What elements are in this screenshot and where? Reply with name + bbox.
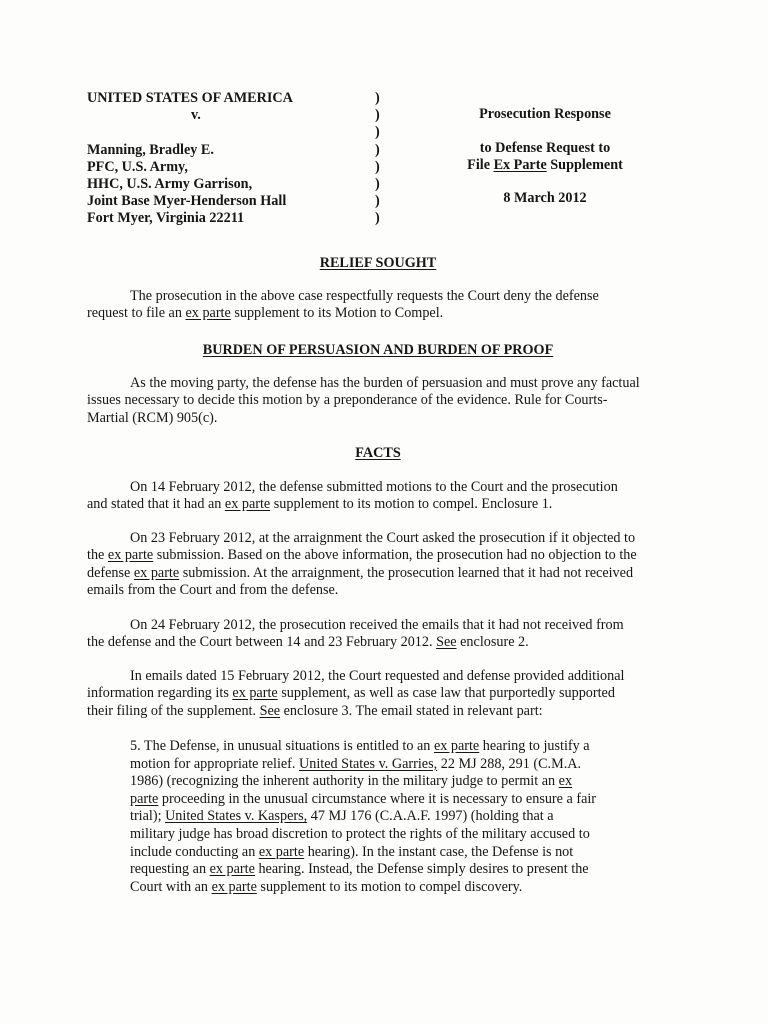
- paragraph-facts-2: On 23 February 2012, at the arraignment the Court asked the prosecution if it objected to the ex parte submission. Based on the above information, the prosecution had no objection to the defense ex parte submission. At the arraignment, the prosecution learned that it had not received emails from the Court and from the defense.: [87, 530, 637, 599]
- ex-parte-term: Ex Parte: [493, 157, 547, 173]
- paragraph-facts-1: On 14 February 2012, the defense submitted motions to the Court and the prosecution and stated that it had an ex parte supplement to its motion to compel. Enclosure 1.: [87, 479, 618, 513]
- ex-parte-term: ex parte: [185, 305, 231, 322]
- ex-parte-term: ex: [558, 773, 573, 790]
- heading-burden: BURDEN OF PERSUASION AND BURDEN OF PROOF: [202, 342, 554, 358]
- ex-parte-term: ex parte: [209, 861, 255, 878]
- caption-line: [87, 124, 293, 141]
- ex-parte-term: ex parte: [232, 685, 278, 702]
- heading-facts: FACTS: [355, 445, 401, 461]
- ex-parte-term: ex parte: [107, 547, 154, 564]
- document-date: 8 March 2012: [503, 190, 587, 206]
- caption-line: Joint Base Myer-Henderson Hall: [87, 193, 287, 210]
- document-subtitle: File Ex Parte Supplement: [467, 157, 623, 173]
- caption-party-block: [87, 90, 293, 228]
- paragraph-relief: The prosecution in the above case respectfully requests the Court deny the defense request to file an ex parte supplement to its Motion to Compel.: [87, 288, 599, 322]
- ex-parte-term: ex parte: [433, 738, 480, 754]
- paren: ): [375, 107, 380, 124]
- document-subtitle: to Defense Request to: [479, 140, 611, 156]
- document-title: Prosecution Response: [479, 106, 611, 122]
- paren: ): [375, 175, 380, 192]
- see-signal: See: [259, 702, 281, 719]
- see-signal: See: [436, 634, 457, 651]
- case-citation: United States v. Garries,: [299, 755, 438, 772]
- paren: ): [375, 141, 380, 158]
- paren: ): [375, 90, 380, 106]
- caption-line: UNITED STATES OF AMERICA: [87, 90, 293, 106]
- paragraph-burden: As the moving party, the defense has the burden of persuasion and must prove any factual issues necessary to decide this motion by a preponderance of the evidence. Rule for Courts- Martial (RCM) 905(c).: [87, 375, 640, 426]
- paren: ): [375, 193, 380, 210]
- ex-parte-term: ex parte: [133, 564, 180, 581]
- paren: ): [375, 210, 380, 227]
- ex-parte-term: ex parte: [258, 843, 305, 860]
- caption-title-block: [420, 106, 670, 207]
- caption-line: HHC, U.S. Army Garrison,: [87, 175, 253, 192]
- caption-line: Fort Myer, Virginia 22211: [87, 210, 245, 227]
- paren: ): [375, 158, 380, 175]
- ex-parte-term: ex parte: [211, 878, 257, 895]
- caption-line: PFC, U.S. Army,: [87, 158, 188, 175]
- ex-parte-term: ex parte: [224, 496, 271, 513]
- ex-parte-term: parte: [130, 790, 159, 807]
- caption-versus: v.: [191, 107, 201, 124]
- case-citation: United States v. Kaspers,: [165, 808, 308, 825]
- block-quote: 5. The Defense, in unusual situations is entitled to an ex parte hearing to justify a motion for appropriate relief. United States v. Garries, 22 MJ 288, 291 (C.M.A. 1986) (recognizing the inherent authority in the military judge to permit an ex parte proceeding in the unusual circumstance where it is necessary to ensure a fair trial); United States v. Kaspers, 47 MJ 176 (C.A.A.F. 1997) (holding that a military judge has broad discretion to protect the rights of the military accused to include conducting an ex parte hearing). In the instant case, the Defense is not requesting an ex parte hearing. Instead, the Defense simply desires to present the Court with an ex parte supplement to its motion to compel discovery.: [130, 738, 597, 895]
- caption-parentheses: [375, 90, 380, 228]
- caption-line: Manning, Bradley E.: [87, 141, 214, 158]
- paragraph-facts-4: In emails dated 15 February 2012, the Court requested and defense provided additional information regarding its ex parte supplement, as well as case law that purportedly supported their filing of the supplement. See enclosure 3. The email stated in relevant part:: [87, 668, 625, 719]
- paragraph-facts-3: On 24 February 2012, the prosecution received the emails that it had not received from the defense and the Court between 14 and 23 February 2012. See enclosure 2.: [87, 617, 624, 651]
- paren: ): [375, 124, 380, 141]
- heading-relief-sought: RELIEF SOUGHT: [319, 255, 437, 271]
